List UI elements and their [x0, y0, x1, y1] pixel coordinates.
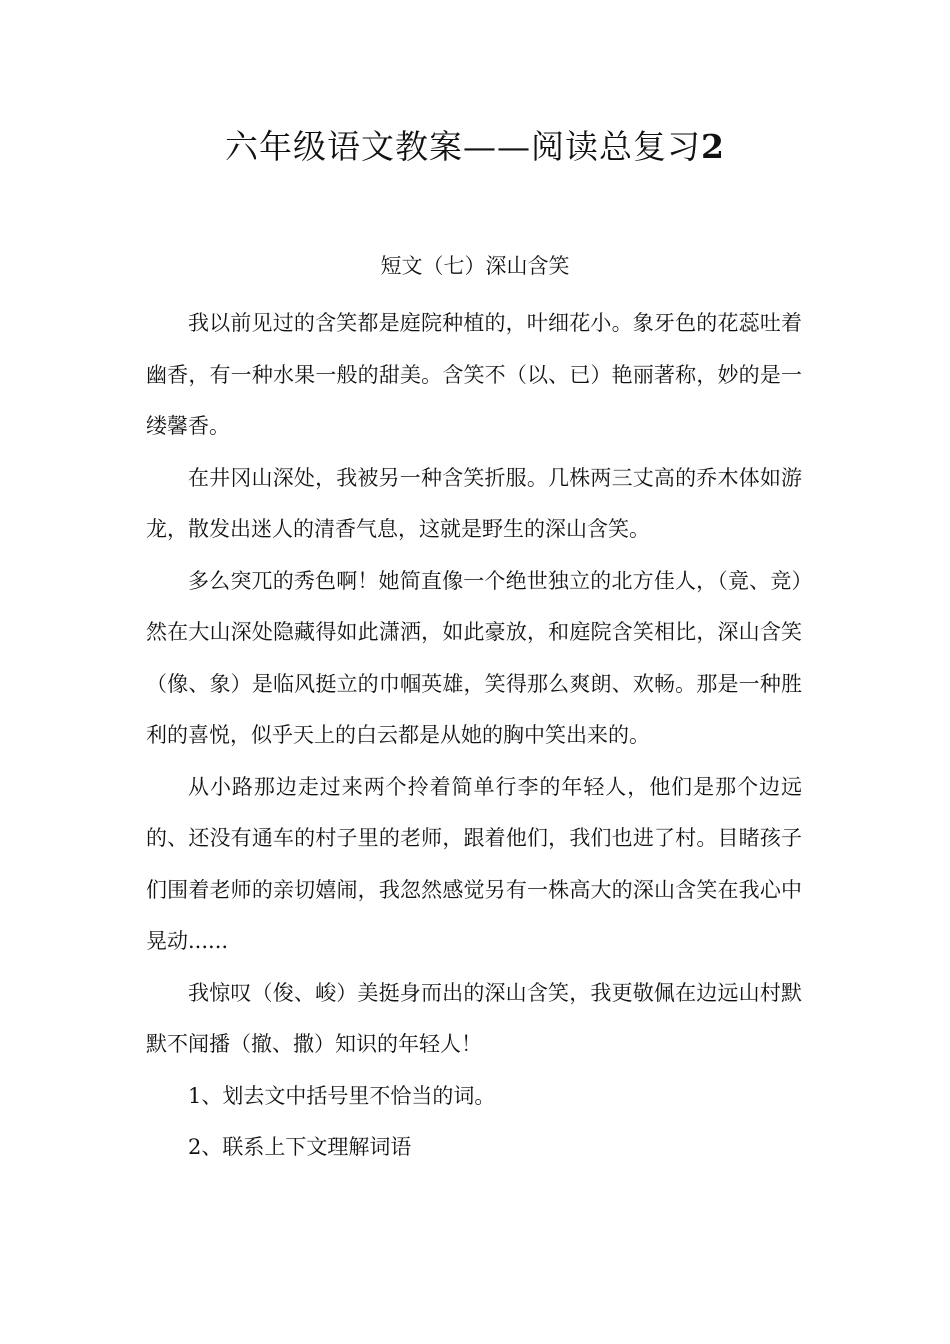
- paragraph-1: 我以前见过的含笑都是庭院种植的，叶细花小。象牙色的花蕊吐着幽香，有一种水果一般的甜美。含笑不（以、已）艳丽著称，妙的是一缕馨香。: [146, 311, 802, 438]
- document-title-text: 六年级语文教案——阅读总复习: [225, 127, 702, 166]
- question-2: 2、联系上下文理解词语: [188, 1135, 412, 1159]
- question-1: 1、划去文中括号里不恰当的词。: [188, 1083, 496, 1108]
- section-title: 短文（七）深山含笑: [380, 254, 570, 278]
- paragraph-3: 多么突兀的秀色啊！她简直像一个绝世独立的北方佳人，（竟、竞）然在大山深处隐藏得如此潇洒，如此豪放，和庭院含笑相比，深山含笑（像、象）是临风挺立的巾帼英雄，笑得那么爽朗、欢畅。那是一种胜利的喜悦，似乎天上的白云都是从她的胸中笑出来的。: [146, 568, 802, 747]
- paragraph-5: 我惊叹（俊、峻）美挺身而出的深山含笑，我更敬佩在边远山村默默不闻播（撤、撒）知识的年轻人！: [146, 980, 802, 1056]
- paragraph-4: 从小路那边走过来两个拎着简单行李的年轻人，他们是那个边远的、还没有通车的村子里的老师，跟着他们，我们也进了村。目睹孩子们围着老师的亲切嬉闹，我忽然感觉另有一株高大的深山含笑在我心中晃动......: [146, 774, 802, 953]
- document-title: [0, 122, 950, 172]
- document-body: [146, 298, 802, 1174]
- document-title-number: 2: [701, 127, 725, 166]
- paragraph-2: 在井冈山深处，我被另一种含笑折服。几株两三丈高的乔木体如游龙，散发出迷人的清香气息，这就是野生的深山含笑。: [146, 465, 802, 541]
